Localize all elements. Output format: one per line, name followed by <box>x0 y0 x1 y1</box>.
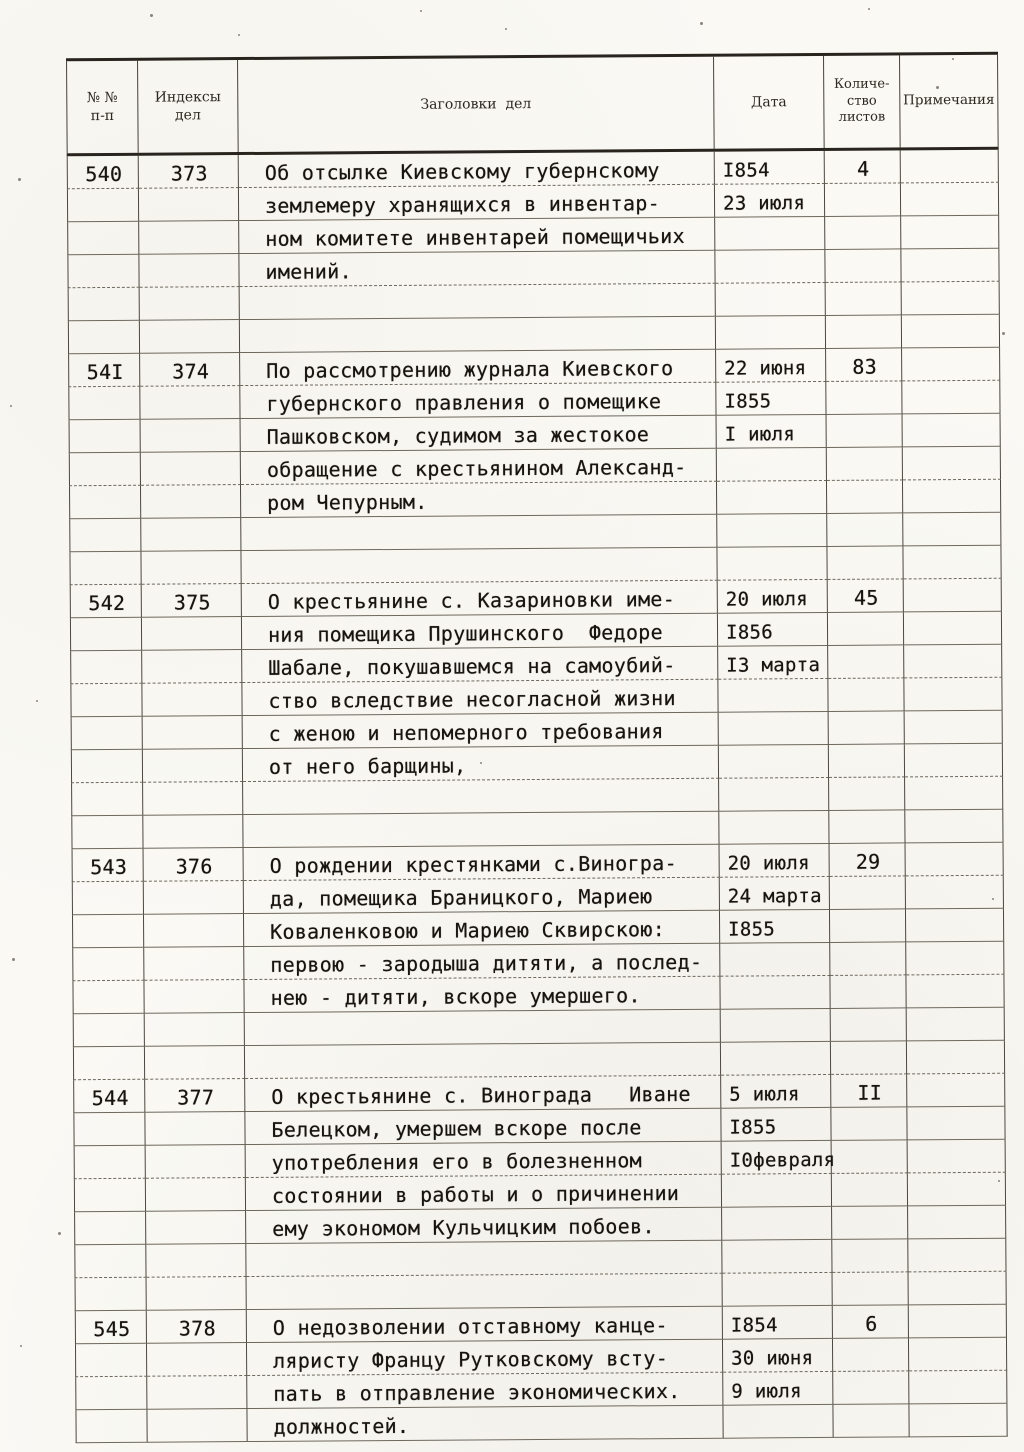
cell-date <box>718 679 828 713</box>
entry-index: 375 <box>142 584 242 618</box>
cell-title <box>240 284 716 320</box>
cell-date <box>720 976 830 1010</box>
header-label: дел <box>174 107 201 124</box>
cell-index <box>142 617 242 651</box>
cell-num <box>67 255 139 289</box>
entry-date-line: 20 июля <box>718 580 828 614</box>
cell-notes <box>908 1140 1006 1174</box>
cell-notes <box>903 513 1001 547</box>
cell-sheets <box>831 1041 907 1075</box>
cell-notes <box>901 183 999 217</box>
cell-title <box>243 812 719 848</box>
cell-notes <box>901 249 999 283</box>
cell-sheets <box>828 612 904 646</box>
entry-sheets: 4 <box>825 150 901 184</box>
cell-index <box>141 419 241 453</box>
cell-notes <box>907 1107 1005 1141</box>
cell-index <box>139 188 239 222</box>
cell-title <box>241 515 717 551</box>
cell-index <box>140 320 240 354</box>
cell-notes <box>902 282 1000 316</box>
entry-title-line: состоянии в работы и о причинении <box>246 1175 722 1211</box>
cell-sheets <box>825 249 901 283</box>
cell-num <box>67 189 139 223</box>
cell-notes <box>909 1338 1007 1372</box>
entry-date-line: I июля <box>717 415 827 449</box>
cell-num <box>69 453 141 487</box>
header-label: Дата <box>750 94 787 111</box>
cell-title <box>241 548 717 584</box>
entry-title-line: употребления его в болезненном <box>246 1142 722 1178</box>
cell-sheets <box>826 315 902 349</box>
entry-date-line: I0февраля <box>722 1141 832 1175</box>
entry-date-line: 22 июня <box>716 349 826 383</box>
cell-notes <box>905 711 1003 745</box>
cell-index <box>146 1244 246 1278</box>
cell-num <box>75 1377 147 1411</box>
cell-index <box>139 254 239 288</box>
cell-notes <box>907 1074 1005 1108</box>
entry-date-line: I856 <box>718 613 828 647</box>
header-label: листов <box>838 109 886 126</box>
cell-index <box>146 1178 246 1212</box>
cell-date <box>719 712 829 746</box>
entry-title-line: да, помещика Браницкого, Мариею <box>244 878 720 914</box>
cell-index <box>145 1013 245 1047</box>
cell-sheets <box>830 942 906 976</box>
cell-num <box>69 486 141 520</box>
cell-num <box>74 1146 146 1180</box>
cell-date <box>720 943 830 977</box>
cell-notes <box>906 942 1004 976</box>
cell-num <box>69 552 141 586</box>
cell-notes <box>905 810 1003 844</box>
header-label: Примечания <box>903 91 995 109</box>
entry-title-line: Шабале, покушавшемся на самоубий- <box>242 647 718 683</box>
cell-title <box>245 1010 721 1046</box>
cell-notes <box>901 216 999 250</box>
cell-sheets <box>830 876 906 910</box>
cell-sheets <box>830 909 906 943</box>
cell-sheets <box>825 183 901 217</box>
cell-index <box>143 749 243 783</box>
cell-index <box>141 452 241 486</box>
entry-date-line: 9 июля <box>723 1372 833 1406</box>
cell-sheets <box>827 414 903 448</box>
cell-num <box>71 750 143 784</box>
entry-date-line: I855 <box>720 910 830 944</box>
cell-date <box>717 514 827 548</box>
cell-index <box>144 914 244 948</box>
table-line <box>75 1404 1007 1444</box>
entry-title-line: По рассмотрению журнала Киевского <box>240 350 716 386</box>
entry-title-line: имений. <box>239 251 715 287</box>
header-cell-notes <box>900 55 999 148</box>
cell-sheets <box>827 480 903 514</box>
entry-sheets: 29 <box>830 843 906 877</box>
cell-sheets <box>827 447 903 481</box>
entry-sheets: 83 <box>826 348 902 382</box>
cell-date <box>722 1207 832 1241</box>
cell-index <box>143 782 243 816</box>
cell-sheets <box>833 1272 909 1306</box>
cell-num <box>74 1245 146 1279</box>
cell-num <box>73 1113 145 1147</box>
cell-index <box>141 551 241 585</box>
inventory-table <box>66 52 1008 1443</box>
cell-index <box>146 1145 246 1179</box>
cell-date <box>723 1273 833 1307</box>
entry-number: 540 <box>67 156 139 190</box>
entry-sheets: II <box>831 1074 907 1108</box>
entry-date-line: I854 <box>723 1306 833 1340</box>
cell-num <box>74 1179 146 1213</box>
cell-index <box>140 386 240 420</box>
scan-speck <box>12 958 15 961</box>
cell-date <box>717 547 827 581</box>
cell-sheets <box>832 1140 908 1174</box>
entry-title-line: губернского правления о помещике <box>240 383 716 419</box>
cell-sheets <box>832 1173 908 1207</box>
entry-number: 542 <box>70 585 142 619</box>
cell-notes <box>902 381 1000 415</box>
scan-speck <box>505 28 507 30</box>
entry-title-line: обращение с крестьянином Александ- <box>241 449 717 485</box>
cell-index <box>142 650 242 684</box>
cell-notes <box>901 150 999 184</box>
cell-notes <box>909 1272 1007 1306</box>
cell-index <box>140 287 240 321</box>
entry-number: 543 <box>72 849 144 883</box>
header-cell-num <box>66 61 139 154</box>
entry-date-line: 23 июля <box>715 184 825 218</box>
cell-sheets <box>831 1008 907 1042</box>
cell-num <box>68 288 140 322</box>
cell-num <box>68 387 140 421</box>
scan-speck <box>868 8 870 10</box>
entry-title-line: первою - зародыша дитяти, а послед- <box>244 944 720 980</box>
cell-index <box>143 716 243 750</box>
cell-date <box>719 778 829 812</box>
cell-date <box>719 811 829 845</box>
header-cell-sheets <box>824 55 901 148</box>
header-label: № № <box>86 89 118 106</box>
cell-notes <box>906 975 1004 1009</box>
cell-date <box>716 316 826 350</box>
entry-title-line: Об отсылке Киевскому губернскому <box>239 152 715 188</box>
entry-title-line: Белецком, умершем вскоре после <box>245 1109 721 1145</box>
entry-title-line: ему экономом Кульчицким побоев. <box>246 1208 722 1244</box>
cell-notes <box>904 645 1002 679</box>
cell-notes <box>908 1206 1006 1240</box>
cell-num <box>71 717 143 751</box>
cell-sheets <box>829 777 905 811</box>
cell-notes <box>903 447 1001 481</box>
entry-index: 377 <box>145 1079 245 1113</box>
entry-title-line: землемеру хранящихся в инвентар- <box>239 185 715 221</box>
cell-title <box>245 1043 721 1079</box>
cell-title <box>247 1274 723 1310</box>
entry-title-line: ном комитете инвентарей помещичьих <box>239 218 715 254</box>
cell-num <box>72 948 144 982</box>
cell-notes <box>903 414 1001 448</box>
cell-num <box>73 1047 145 1081</box>
entry-index: 376 <box>144 848 244 882</box>
cell-index <box>144 947 244 981</box>
cell-num <box>70 684 142 718</box>
cell-num <box>69 519 141 553</box>
header-cell-date <box>714 56 825 149</box>
cell-sheets <box>826 282 902 316</box>
cell-notes <box>904 678 1002 712</box>
entry-title-line: должностей. <box>247 1406 723 1442</box>
cell-notes <box>908 1239 1006 1273</box>
scan-speck <box>150 14 153 17</box>
entry-title-line: О недозволении отставному канце- <box>247 1307 723 1343</box>
entry-date-line: 20 июля <box>720 844 830 878</box>
entry-date-line: I855 <box>716 382 826 416</box>
entry-title-line: ляристу Францу Рутковскому всту- <box>247 1340 723 1376</box>
cell-sheets <box>827 513 903 547</box>
cell-sheets <box>825 216 901 250</box>
cell-date <box>722 1240 832 1274</box>
header-label: Заголовки дел <box>420 95 532 113</box>
cell-notes <box>907 1008 1005 1042</box>
cell-notes <box>903 546 1001 580</box>
entry-date-line: I855 <box>721 1108 831 1142</box>
entry-index: 378 <box>147 1310 247 1344</box>
entry-title-line: нею - дитяти, вскоре умершего. <box>244 977 720 1013</box>
cell-notes <box>905 744 1003 778</box>
scan-speck <box>1002 332 1005 335</box>
cell-date <box>717 448 827 482</box>
cell-date <box>717 481 827 515</box>
entry-date-line: 30 июня <box>723 1339 833 1373</box>
cell-notes <box>902 315 1000 349</box>
entry-date-line: I854 <box>715 151 825 185</box>
entry-sheets: 6 <box>833 1305 909 1339</box>
entry-title-line: ния помещика Прушинского Федоре <box>242 614 718 650</box>
scan-speck <box>420 10 422 12</box>
entry-title-line: О рождении крестянками с.Виногра- <box>244 845 720 881</box>
cell-sheets <box>829 744 905 778</box>
entry-number: 545 <box>75 1311 147 1345</box>
entry-date-line: I3 марта <box>718 646 828 680</box>
header-cell-index <box>138 60 239 153</box>
header-label: ство <box>846 93 877 109</box>
cell-notes <box>906 909 1004 943</box>
cell-sheets <box>827 546 903 580</box>
cell-sheets <box>832 1206 908 1240</box>
cell-title <box>246 1241 722 1277</box>
cell-index <box>144 980 244 1014</box>
cell-date <box>715 250 825 284</box>
entry-index: 374 <box>140 353 240 387</box>
cell-num <box>72 882 144 916</box>
cell-index <box>147 1343 247 1377</box>
entry-number: 544 <box>73 1080 145 1114</box>
cell-index <box>143 815 243 849</box>
header-label: Количе- <box>833 76 890 92</box>
cell-num <box>75 1344 147 1378</box>
table-body <box>67 150 1008 1443</box>
cell-index <box>142 683 242 717</box>
scan-speck <box>238 34 240 36</box>
entry-title-line: Пашковском, судимом за жестокое <box>241 416 717 452</box>
cell-notes <box>909 1371 1007 1405</box>
cell-index <box>147 1376 247 1410</box>
cell-notes <box>907 1041 1005 1075</box>
cell-index <box>141 485 241 519</box>
entry-index: 373 <box>139 155 239 189</box>
cell-date <box>722 1174 832 1208</box>
cell-sheets <box>832 1239 908 1273</box>
entry-title-line: ство вследствие несогласной жизни <box>242 680 718 716</box>
cell-date <box>719 745 829 779</box>
cell-sheets <box>829 711 905 745</box>
table-header <box>66 52 999 157</box>
cell-index <box>144 881 244 915</box>
cell-num <box>67 222 139 256</box>
entry-title-line: ром Чепурным. <box>241 482 717 518</box>
cell-num <box>75 1278 147 1312</box>
cell-num <box>73 1014 145 1048</box>
cell-sheets <box>826 381 902 415</box>
header-label: п-п <box>90 107 115 125</box>
entry-title-line: с женою и непомерного требования <box>243 713 719 749</box>
cell-notes <box>903 480 1001 514</box>
scan-speck <box>700 22 703 25</box>
entry-date-line: 5 июля <box>721 1075 831 1109</box>
cell-sheets <box>828 678 904 712</box>
cell-num <box>71 816 143 850</box>
cell-notes <box>902 348 1000 382</box>
cell-date <box>716 283 826 317</box>
scan-speck <box>36 700 38 702</box>
cell-date <box>721 1009 831 1043</box>
entry-title-line: пать в отправление экономических. <box>247 1373 723 1409</box>
cell-sheets <box>833 1404 909 1438</box>
entry-title-line: от него барщины, <box>243 746 719 782</box>
header-label: Индексы <box>154 88 221 106</box>
cell-num <box>72 981 144 1015</box>
cell-num <box>74 1212 146 1246</box>
cell-sheets <box>828 645 904 679</box>
scan-speck <box>58 1232 61 1235</box>
cell-index <box>147 1277 247 1311</box>
cell-notes <box>905 777 1003 811</box>
header-cell-title <box>238 57 715 152</box>
cell-num <box>70 651 142 685</box>
cell-notes <box>904 579 1002 613</box>
entry-number: 54I <box>68 354 140 388</box>
entry-sheets: 45 <box>828 579 904 613</box>
cell-title <box>243 779 719 815</box>
cell-sheets <box>833 1338 909 1372</box>
cell-notes <box>908 1173 1006 1207</box>
entry-date-line: 24 марта <box>720 877 830 911</box>
cell-notes <box>909 1404 1007 1438</box>
cell-date <box>715 217 825 251</box>
cell-num <box>72 915 144 949</box>
cell-sheets <box>831 1107 907 1141</box>
cell-sheets <box>833 1371 909 1405</box>
entry-title-line: Коваленковою и Мариею Сквирскою: <box>244 911 720 947</box>
cell-date <box>721 1042 831 1076</box>
cell-index <box>139 221 239 255</box>
cell-sheets <box>830 975 906 1009</box>
cell-num <box>70 618 142 652</box>
cell-num <box>71 783 143 817</box>
cell-notes <box>906 843 1004 877</box>
cell-notes <box>906 876 1004 910</box>
cell-index <box>147 1409 247 1443</box>
cell-index <box>141 518 241 552</box>
entry-title-line: О крестьянине с. Винограда Иване <box>245 1076 721 1112</box>
scan-speck <box>10 405 12 407</box>
scan-speck <box>18 178 21 181</box>
cell-index <box>145 1112 245 1146</box>
cell-index <box>146 1211 246 1245</box>
scan-speck <box>20 1345 22 1347</box>
cell-title <box>240 317 716 353</box>
cell-num <box>69 420 141 454</box>
cell-num <box>75 1410 147 1444</box>
cell-notes <box>909 1305 1007 1339</box>
cell-index <box>145 1046 245 1080</box>
cell-date <box>723 1405 833 1439</box>
cell-notes <box>904 612 1002 646</box>
cell-sheets <box>829 810 905 844</box>
cell-num <box>68 321 140 355</box>
entry-title-line: О крестьянине с. Казариновки име- <box>242 581 718 617</box>
